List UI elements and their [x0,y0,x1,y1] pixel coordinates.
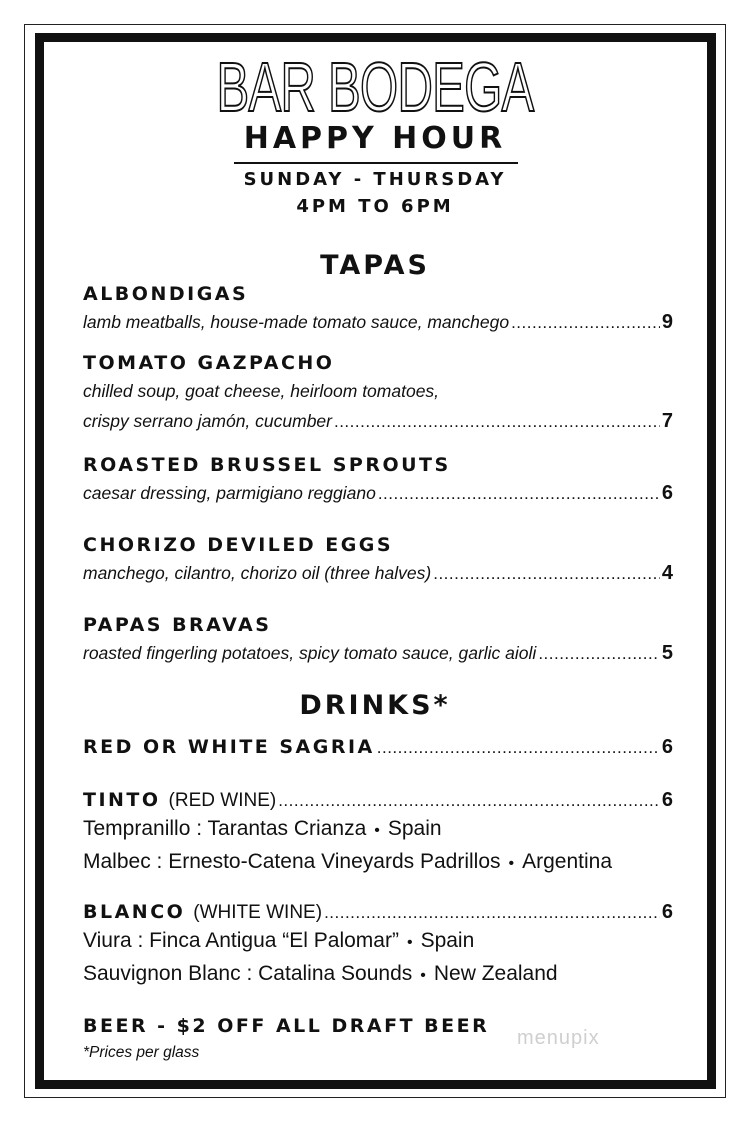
menu-item-chorizo-deviled-eggs [83,532,673,588]
prices-footnote: *Prices per glass [83,1044,200,1061]
menu-item-sangria [83,734,673,760]
item-price: 6 [661,901,673,923]
colon-separator: : [240,962,259,985]
menu-item-papas-bravas [83,612,673,668]
item-name: TINTO [83,789,161,811]
title-divider [234,162,518,164]
item-description-line1: chilled soup, goat cheese, heirloom tomatoes, [83,381,440,401]
item-name: PAPAS BRAVAS [83,614,272,636]
wine-country: New Zealand [433,962,558,985]
item-name-row [83,787,673,813]
menu-item-roasted-brussel-sprouts [83,452,673,508]
colon-separator: : [150,850,169,873]
item-name: BEER - $2 OFF ALL DRAFT BEER [83,1015,490,1037]
wine-variety: Malbec [83,850,151,873]
item-note: (WHITE WINE) [193,902,323,923]
wine-country: Spain [420,929,475,952]
menu-item-blanco [83,899,673,991]
item-name: RED OR WHITE SAGRIA [83,736,375,758]
menu-item-albondigas [83,281,673,337]
bullet-separator: • [406,934,413,951]
colon-separator: : [190,817,208,840]
item-price: 7 [661,410,673,432]
wine-line [83,958,673,991]
wine-country: Argentina [522,850,613,873]
item-name-row [83,734,673,760]
colon-separator: : [131,929,150,952]
item-desc-row [83,638,673,668]
menu-item-tomato-gazpacho [83,350,673,436]
item-name: CHORIZO DEVILED EGGS [83,534,394,556]
item-price: 6 [661,789,673,811]
item-desc-row [83,558,673,588]
item-price: 6 [661,482,673,504]
wine-country: Spain [387,817,442,840]
item-price: 5 [661,642,673,664]
item-note: (RED WINE) [168,790,277,811]
leader-dots [377,738,660,758]
item-name: ALBONDIGAS [83,283,249,305]
happy-hour-days: SUNDAY - THURSDAY [243,169,507,190]
item-name: TOMATO GAZPACHO [83,352,335,374]
wine-line [83,846,673,879]
happy-hour-time: 4PM TO 6PM [296,196,454,217]
brand-logo: BAR BODEGA [216,48,534,126]
watermark: menupix [517,1027,600,1049]
wine-variety: Viura [83,929,132,952]
leader-dots [324,903,660,923]
leader-dots [538,644,660,664]
item-description: lamb meatballs, house-made tomato sauce, manchego [83,312,510,332]
leader-dots [378,484,660,504]
item-description: manchego, cilantro, chorizo oil (three halves) [83,563,432,583]
item-name: ROASTED BRUSSEL SPROUTS [83,454,451,476]
item-desc-row [83,307,673,337]
menu-item-tinto [83,787,673,879]
happy-hour-title: HAPPY HOUR [243,121,507,156]
item-price: 4 [661,562,673,584]
item-price: 9 [661,311,673,333]
item-price: 6 [661,736,673,758]
item-description: roasted fingerling potatoes, spicy tomato sauce, garlic aioli [83,643,537,663]
wine-line [83,813,673,846]
drinks-heading: DRINKS* [299,690,451,721]
item-description: crispy serrano jamón, cucumber [83,411,332,431]
leader-dots [511,313,660,333]
leader-dots [334,412,660,432]
tapas-heading: TAPAS [320,250,430,281]
item-desc-row [83,406,673,436]
wine-producer: Ernesto-Catena Vineyards Padrillos [168,850,501,873]
leader-dots [278,791,660,811]
wine-producer: Catalina Sounds [258,962,413,985]
bullet-separator: • [508,855,515,872]
wine-line [83,925,673,958]
bullet-separator: • [374,822,380,839]
item-description: caesar dressing, parmigiano reggiano [83,483,376,503]
wine-producer: Tarantas Crianza [207,817,367,840]
item-name: BLANCO [83,901,186,923]
wine-variety: Sauvignon Blanc [83,962,241,985]
wine-producer: Finca Antigua “El Palomar” [149,929,399,952]
bullet-separator: • [420,967,426,984]
item-desc-row [83,478,673,508]
wine-variety: Tempranillo [83,817,191,840]
item-name-row [83,899,673,925]
leader-dots [433,564,660,584]
